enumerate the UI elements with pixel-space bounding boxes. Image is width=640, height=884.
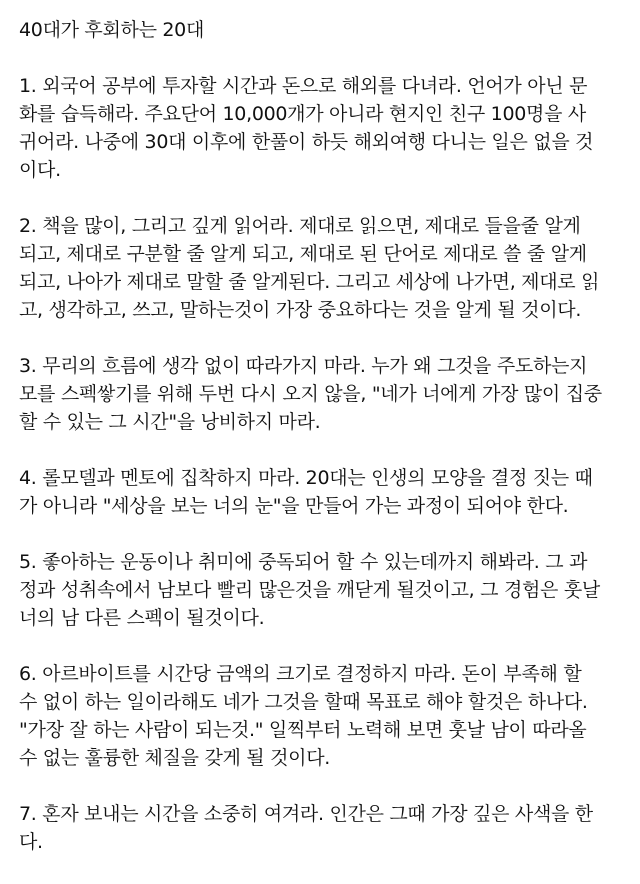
item-7-line-2: 다. — [19, 831, 43, 853]
item-2-line-3: 되고, 나아가 제대로 말할 줄 알게된다. 그리고 세상에 나가면, 제대로 읽 — [19, 271, 600, 293]
item-2-line-1: 2. 책을 많이, 그리고 깊게 읽어라. 제대로 읽으면, 제대로 들을줄 알게 — [19, 215, 581, 237]
item-3-line-1: 3. 무리의 흐름에 생각 없이 따라가지 마라. 누가 왜 그것을 주도하는지 — [19, 355, 588, 377]
item-1-line-4: 이다. — [19, 159, 61, 181]
item-4-line-1: 4. 롤모델과 멘토에 집착하지 마라. 20대는 인생의 모양을 결정 짓는 때 — [19, 467, 593, 489]
item-3-line-3: 할 수 있는 그 시간"을 낭비하지 마라. — [19, 411, 321, 433]
item-2-line-2: 되고, 제대로 구분할 줄 알게 되고, 제대로 된 단어로 제대로 쓸 줄 알게 — [19, 243, 587, 265]
list-item-4 — [19, 464, 625, 520]
document-title: 40대가 후회하는 20대 — [19, 19, 205, 41]
list-item-5 — [19, 548, 625, 632]
item-2-line-4: 고, 생각하고, 쓰고, 말하는것이 가장 중요하다는 것을 알게 될 것이다. — [19, 299, 582, 321]
list-item-7 — [19, 800, 625, 856]
item-5-line-1: 5. 좋아하는 운동이나 취미에 중독되어 할 수 있는데까지 해봐라. 그 과 — [19, 551, 588, 573]
item-6-line-4: 수 없는 훌륭한 체질을 갖게 될 것이다. — [19, 747, 330, 769]
list-item-6 — [19, 660, 625, 772]
item-1-line-3: 귀어라. 나중에 30대 이후에 한풀이 하듯 해외여행 다니는 일은 없을 것 — [19, 131, 594, 153]
item-5-line-3: 너의 남 다른 스펙이 될것이다. — [19, 607, 265, 629]
item-6-line-3: "가장 잘 하는 사람이 되는것." 일찍부터 노력해 보면 훗날 남이 따라올 — [19, 719, 587, 741]
item-1-line-2: 화를 습득해라. 주요단어 10,000개가 아니라 현지인 친구 100명을 사 — [19, 103, 586, 125]
item-1-line-1: 1. 외국어 공부에 투자할 시간과 돈으로 해외를 다녀라. 언어가 아닌 문 — [19, 75, 588, 97]
item-6-line-1: 6. 아르바이트를 시간당 금액의 크기로 결정하지 마라. 돈이 부족해 할 — [19, 663, 582, 685]
item-5-line-2: 정과 성취속에서 남보다 빨리 많은것을 깨닫게 될것이고, 그 경험은 훗날 — [19, 579, 600, 601]
item-7-line-1: 7. 혼자 보내는 시간을 소중히 여겨라. 인간은 그때 가장 깊은 사색을 한 — [19, 803, 593, 825]
list-item-3 — [19, 352, 625, 436]
document — [19, 16, 625, 884]
item-3-line-2: 모를 스펙쌓기를 위해 두번 다시 오지 않을, "네가 너에게 가장 많이 집중 — [19, 383, 602, 405]
item-6-line-2: 수 없이 하는 일이라해도 네가 그것을 할때 목표로 해야 할것은 하나다. — [19, 691, 588, 713]
item-4-line-2: 가 아니라 "세상을 보는 너의 눈"을 만들어 가는 과정이 되어야 한다. — [19, 495, 569, 517]
list-item-1 — [19, 72, 625, 184]
list-item-2 — [19, 212, 625, 324]
